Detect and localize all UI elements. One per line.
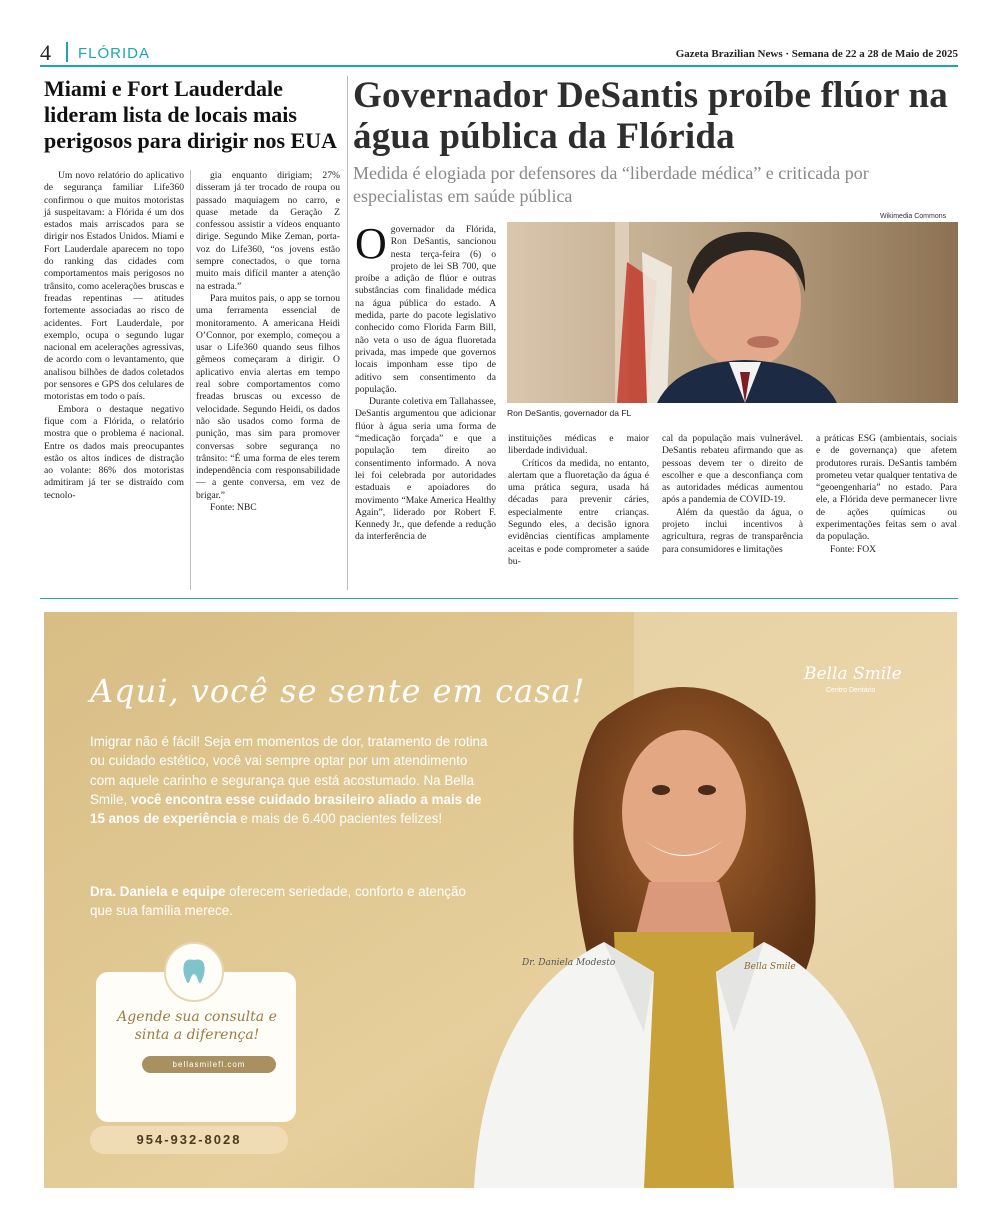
masthead: Gazeta Brazilian News · Semana de 22 a 28 de Maio de 2025 — [675, 48, 958, 60]
main-article-col-1 — [355, 219, 496, 544]
ad-headline: Aqui, você se sente em casa! — [90, 672, 586, 710]
header-rule — [40, 65, 958, 67]
main-article-col-4 — [816, 433, 957, 556]
section-name: FLÓRIDA — [78, 45, 151, 62]
paragraph: Um novo relatório do aplicativo de segurança familiar Life360 confirmou o que muitos motoristas já suspeitavam: a Flórida é um dos estados mais arriscados para se dirigir nos Estados Unidos. Miami e Fort Lauderdale aparecem no topo do ranking das cidades com comportamentos mais perigosos no trânsito, como acelerações bruscas e freadas repentinas — atitudes fortemente associadas ao risco de acidentes. Fort Lauderdale, por exemplo, ocupa o segundo lugar nacional em acelerações agressivas, de acordo com o levantamento, que analisou bilhões de dados coletados por sensores e GPS dos celulares de motoristas em todo o país. — [44, 170, 184, 403]
paragraph: Embora o destaque negativo fique com a Flórida, o relatório mostra que o problema é nacional. Entre os dados mais preocupantes estão os altos índices de distração ao volante: 86% dos motoristas admitiram já ter se distraído com tecnolo- — [44, 403, 184, 501]
ad-body-text: Imigrar não é fácil! Seja em momentos de dor, tratamento de rotina ou cuidado estético, você vai sempre optar por um atendimento com aquele carinho e segurança que está acostumado. Na Bella Smile, — [90, 734, 488, 807]
booking-cta: Agende sua consulta e sinta a diferença! — [117, 1009, 277, 1043]
ad-team-rest: oferecem seriedade, conforto e atenção que sua família merece. — [90, 884, 466, 919]
article-photo — [507, 222, 958, 403]
section-rule — [40, 598, 958, 599]
tooth-icon — [166, 944, 222, 1000]
paragraph: instituições médicas e maior liberdade individual. — [508, 433, 649, 457]
photo-credit: Wikimedia Commons — [880, 213, 947, 220]
drop-cap: O — [355, 219, 387, 268]
source-note: Fonte: FOX — [830, 543, 877, 555]
paragraph: a práticas ESG (ambientais, sociais e de governança) que afetem produtores rurais. DeSantis também prometeu vetar qualquer tentativa de “geoengenharia” no estado. Para ele, a Flórida deve permanecer livre de ações químicas ou experimentações feitas sem o aval da população. — [816, 433, 957, 543]
paragraph: Para muitos pais, o app se tornou uma ferramenta essencial de monitoramento. A americana Heidi O’Connor, por exemplo, começou a usar o Life360 quando seus filhos gêmeos começaram a dirigir. O aplicativo envia alertas em tempo real sobre comportamentos como freadas bruscas ou excesso de velocidade. Segundo Heidi, os dados não são usados como forma de punição, mas sim para promover conversas sobre segurança no trânsito: “É uma forma de eles terem independência com responsabilidade — a gente conversa, em vez de brigar.” — [196, 292, 340, 501]
header-divider — [66, 42, 68, 62]
paragraph: governador da Flórida, Ron DeSantis, sancionou nesta terça-feira (6) o projeto de lei SB 700, que proíbe a adição de flúor e outras substâncias com finalidade médica na água pública do estado. A medida, parte do pacote legislativo conhecido como Florida Farm Bill, não veta o uso de água fluoretada privada, mas impede que governos locais imponham esse tipo de aditivo sem consentimento da população. — [355, 224, 496, 395]
main-article-title: Governador DeSantis proíbe flúor na água pública da Flórida — [353, 75, 948, 157]
left-article-col-1 — [44, 170, 184, 502]
page-header — [40, 38, 958, 68]
ad-body — [90, 732, 490, 828]
brand-tagline: Centro Dentário — [826, 687, 876, 694]
paragraph: Críticos da medida, no entanto, alertam que a fluoretação da água é uma prática segura, usada há décadas para prevenir cáries, especialmente entre crianças. Segundo eles, a decisão ignora evidências científicas amplamente aceitas e pode comprometer a saúde bu- — [508, 457, 649, 567]
coat-logo-embroidery: Bella Smile — [744, 962, 796, 972]
ad-team-highlight: Dra. Daniela e equipe — [90, 884, 226, 899]
ad-body-highlight: você encontra esse cuidado brasileiro aliado a mais de 15 anos de experiência — [90, 791, 482, 827]
column-divider — [190, 170, 191, 590]
paragraph: gia enquanto dirigiam; 27% disseram já ter trocado de roupa ou passado maquiagem no carro, e quase metade da Geração Z confessou assistir a vídeos enquanto dirige. Segundo Mike Zeman, porta-voz do Life360, “os jovens estão sempre conectados, o que torna muito mais difícil manter a atenção na estrada.” — [196, 170, 340, 292]
desantis-portrait — [507, 222, 958, 403]
left-article-col-2 — [196, 170, 340, 514]
bella-smile-ad — [44, 612, 957, 1188]
brand-logo: Bella Smile — [804, 664, 902, 684]
coat-name-embroidery: Dr. Daniela Modesto — [522, 958, 616, 968]
phone-number[interactable]: 954-932-8028 — [90, 1126, 288, 1154]
main-article-col-2 — [508, 433, 649, 568]
left-article-title: Miami e Fort Lauderdale lideram lista de locais mais perigosos para dirigir nos EUA — [44, 76, 337, 153]
ad-body-text: e mais de 6.400 pacientes felizes! — [236, 811, 443, 827]
paragraph: Durante coletiva em Tallahassee, DeSantis argumentou que adicionar flúor à água seria uma forma de “medicação forçada” e que a população tem direito ao consentimento informado. A nova lei foi celebrada por autoridades estaduais e apoiadores do movimento “Make America Healthy Again”, liderado por Robert F. Kennedy Jr., que defende a redução da interferência de — [355, 396, 496, 543]
page-number: 4 — [40, 40, 51, 65]
main-article-subtitle: Medida é elogiada por defensores da “liberdade médica” e criticada por especialistas em saúde pública — [353, 163, 869, 206]
article-divider — [347, 76, 348, 590]
main-article-col-3 — [662, 433, 803, 556]
paragraph: Além da questão da água, o projeto inclui incentivos à agricultura, regras de transparência para consumidores e limitações — [662, 506, 803, 555]
source-note: Fonte: NBC — [210, 502, 257, 514]
photo-caption: Ron DeSantis, governador da FL — [507, 408, 632, 418]
ad-team-text — [90, 882, 490, 921]
website-link[interactable]: bellasmilefl.com — [142, 1056, 276, 1073]
paragraph: cal da população mais vulnerável. DeSantis rebateu afirmando que as pessoas devem ter o direito de escolher e que a desconfiança com as autoridades médicas aumentou após a pandemia de COVID-19. — [662, 433, 803, 506]
tooth-badge — [164, 942, 224, 1002]
